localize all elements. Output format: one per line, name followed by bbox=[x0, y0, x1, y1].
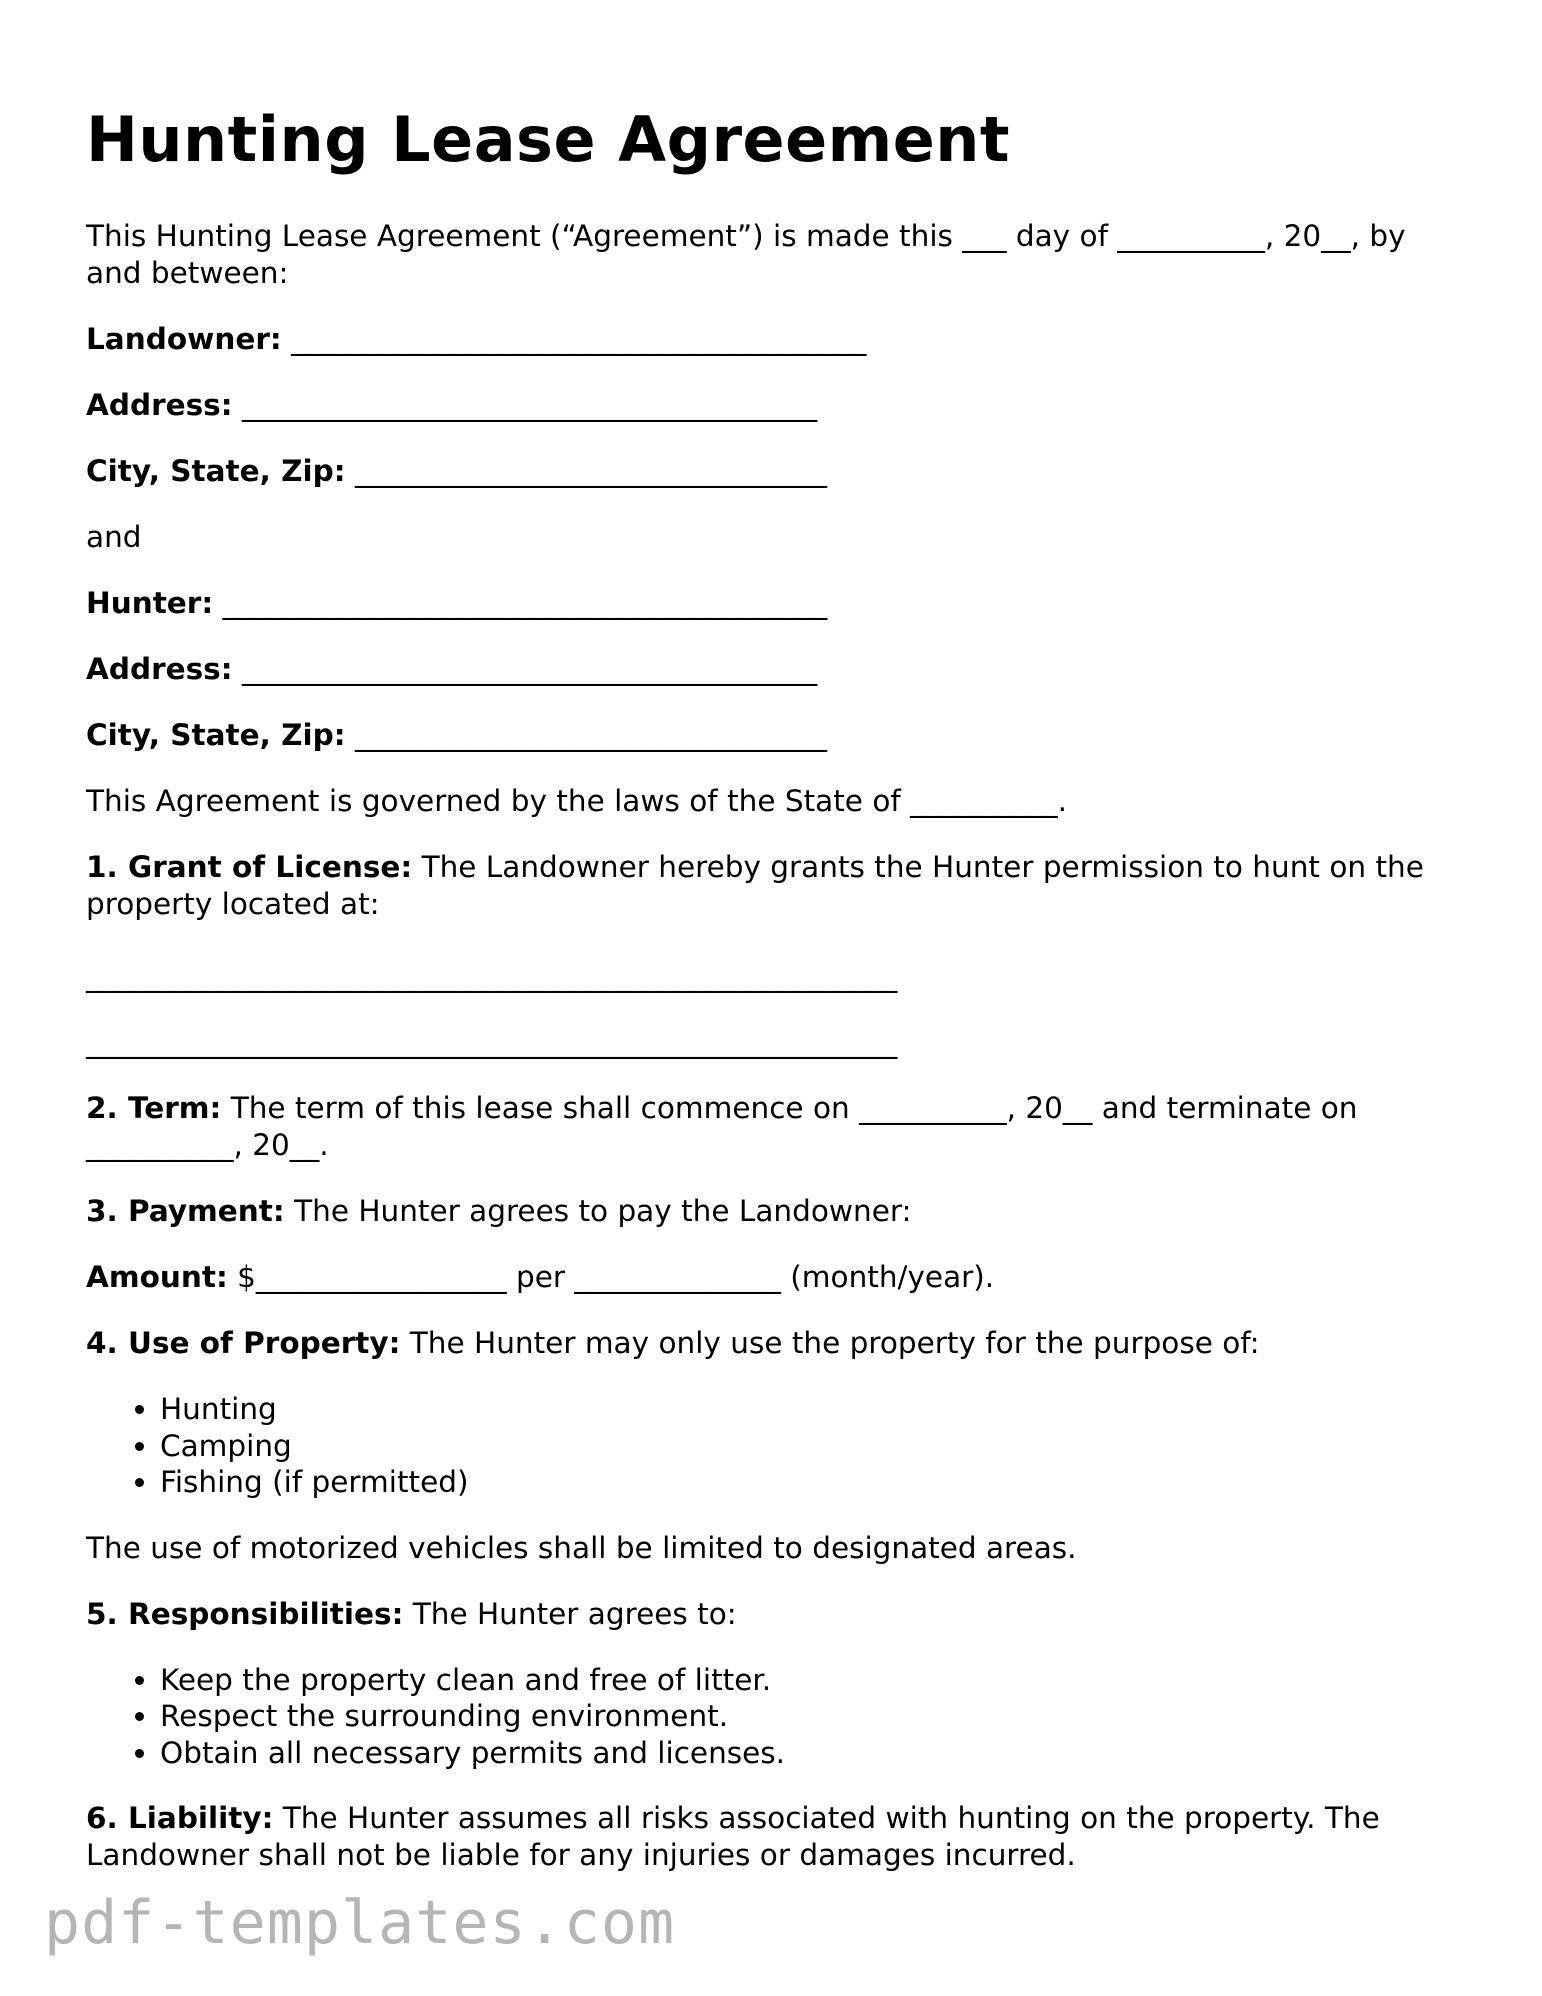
section-responsibilities bbox=[86, 1596, 1466, 1633]
payment-amount-line bbox=[86, 1259, 1466, 1296]
governing-law-paragraph: This Agreement is governed by the laws of the State of __________. bbox=[86, 784, 1068, 818]
landowner-address-label: Address: bbox=[86, 388, 233, 422]
property-address-blank-1: _______________________________________________________ bbox=[86, 959, 898, 993]
hunter-name-blank: _________________________________________ bbox=[222, 586, 828, 620]
and-text: and bbox=[86, 520, 142, 554]
list-item: • Keep the property clean and free of litter. bbox=[160, 1662, 1466, 1699]
responsibilities-list bbox=[86, 1662, 1466, 1772]
permitted-uses-list bbox=[86, 1391, 1466, 1501]
section-3-heading: 3. Payment: bbox=[86, 1194, 285, 1228]
landowner-name-line bbox=[86, 321, 1466, 358]
list-item: • Camping bbox=[160, 1428, 1466, 1465]
section-5-heading: 5. Responsibilities: bbox=[86, 1596, 404, 1631]
amount-text: $_________________ per ______________ (month/year). bbox=[227, 1260, 995, 1294]
landowner-city-line bbox=[86, 453, 1466, 490]
hunter-address-label: Address: bbox=[86, 652, 233, 686]
section-payment bbox=[86, 1193, 1466, 1230]
motorized-vehicles-note: The use of motorized vehicles shall be limited to designated areas. bbox=[86, 1530, 1077, 1565]
property-address-blank-2: _______________________________________________________ bbox=[86, 1025, 898, 1059]
landowner-name-blank: _______________________________________ bbox=[291, 322, 867, 356]
document-title: Hunting Lease Agreement bbox=[86, 103, 1011, 176]
section-liability bbox=[86, 1800, 1466, 1874]
hunter-name-line bbox=[86, 585, 1466, 622]
landowner-city-label: City, State, Zip: bbox=[86, 454, 346, 488]
section-2-heading: 2. Term: bbox=[86, 1091, 222, 1125]
amount-label: Amount: bbox=[86, 1260, 228, 1294]
list-item: • Obtain all necessary permits and licenses. bbox=[160, 1735, 1466, 1772]
watermark-text: pdf-templates.com bbox=[44, 1888, 676, 1958]
list-item: • Hunting bbox=[160, 1391, 1466, 1428]
section-use-of-property bbox=[86, 1325, 1466, 1362]
list-item: • Fishing (if permitted) bbox=[160, 1464, 1466, 1501]
landowner-address-line bbox=[86, 387, 1466, 424]
hunter-name-label: Hunter: bbox=[86, 586, 214, 620]
section-term bbox=[86, 1090, 1466, 1164]
hunter-city-label: City, State, Zip: bbox=[86, 718, 346, 752]
section-1-heading: 1. Grant of License: bbox=[86, 850, 413, 884]
hunter-address-blank: _______________________________________ bbox=[241, 652, 818, 686]
landowner-name-label: Landowner: bbox=[86, 322, 282, 356]
hunter-city-line bbox=[86, 717, 1466, 754]
section-1-text: The Landowner hereby grants the Hunter permission to hunt on the property located at: bbox=[86, 850, 1424, 921]
section-grant-of-license bbox=[86, 849, 1466, 923]
section-6-heading: 6. Liability: bbox=[86, 1801, 274, 1835]
section-2-text: The term of this lease shall commence on __________, 20__ and terminate on __________, 20__. bbox=[86, 1091, 1358, 1162]
hunter-address-line bbox=[86, 651, 1466, 688]
document-page bbox=[86, 100, 1466, 1874]
landowner-address-blank: _______________________________________ bbox=[241, 388, 818, 422]
section-5-text: The Hunter agrees to: bbox=[403, 1596, 737, 1631]
section-4-heading: 4. Use of Property: bbox=[86, 1326, 401, 1360]
list-item: • Respect the surrounding environment. bbox=[160, 1698, 1466, 1735]
hunter-city-blank: ________________________________ bbox=[354, 718, 827, 752]
intro-paragraph: This Hunting Lease Agreement (“Agreement”) is made this ___ day of __________, 20__, by and between: bbox=[86, 219, 1406, 290]
section-4-text: The Hunter may only use the property for the purpose of: bbox=[400, 1326, 1260, 1360]
section-3-text: The Hunter agrees to pay the Landowner: bbox=[284, 1194, 912, 1228]
landowner-city-blank: ________________________________ bbox=[354, 454, 827, 488]
section-6-text: The Hunter assumes all risks associated with hunting on the property. The Landowner shall not be liable for any injuries or damages incurred. bbox=[86, 1801, 1380, 1872]
